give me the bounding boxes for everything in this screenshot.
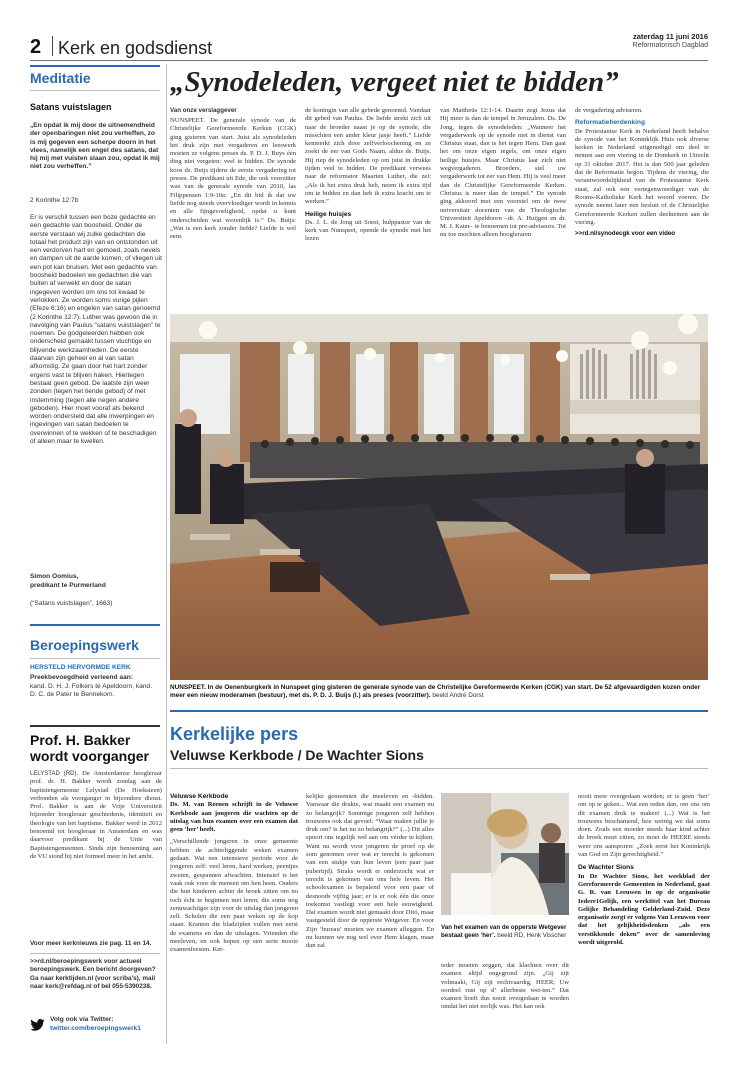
pers-col3	[441, 962, 569, 1038]
pers-col2-text: kelijke gemeenten die meeleven en -bidden. Vanwaar die drukte, wat maakt een examen nu zo belangrijk? Sommige jongeren zelf hebben trouwens ook dat gevoel: “Waar maken jullie je druk om? is het nu zo belangrijk?” (...) Dit alles spoort ons tegelijk wel aan om vérder te kijken. Want nu wordt voor jongeren de proef op de som genomen over wat er terecht is gekomen van een stukje van hun leven (een paar jaar pubertijd). Straks wordt er onderzocht wat er terecht is gekomen van ons hele leven. Het schoolexamen is bepalend voor een paar of desnoods vijftig jaar; er is er ook één die onze toekomst vastlegt voor een hele eeuwigheid. Dat examen wordt niet gemaakt door Ditó, maar vastgesteld door de opperste Wetgever. En voor Zijn ‘bureau’ moeten we examen afleggen. En nu kunnen we nog wel over Hem klagen, maar dan zal	[306, 793, 434, 950]
beroepingswerk-bar	[30, 624, 160, 626]
exam-caption-credit: beeld RD, Henk Visscher	[497, 932, 567, 939]
meditatie-ref: 2 Korinthe 12:7b	[30, 197, 79, 204]
pers-col2	[306, 793, 434, 1038]
synode-col3-text: van Mattheüs 12:1-14. Daarin zegt Jezus dat Hij meer is dan de tempel in Jeruzalem. Ds. De Jong, tegen de synodeleden: „Wanneer het vergaderwerk op de synode niet in dienst van Christus staat, dan is het tegen Hem. Dan gaat het om onze eigen regels, om onze eigen heilige huisjes. Maar Christus laat zich niet wegvergaderen. Broeders, stel uw vergaderwerk tot eer van Hem. Hij is veel meer dan de Christelijke Gereformeerde Kerken. Christus is meer dan de tempel.” De synode ging akkoord met een voorstel om de twee universitair docenten van de Theologische Universiteit Apeldoorn –dr. A. Huijgen en dr. M. J. Kater– te benoemen tot pre-adviseurs. Tot nu toe mochten alleen hoogleraren	[440, 107, 566, 239]
meditatie-author-role: predikant te Purmerland	[30, 582, 106, 589]
header-rule	[30, 60, 708, 61]
exam-photo-caption	[441, 924, 569, 940]
synode-col1-text: NUNSPEET. De generale synode van de Christelijke Gereformeerde Kerken (CGK) ging gisteren van start. Juist als synodeleden het druk zijn met vergaderen en leeswerk moeten ze volgens preses ds. P. D. J. Buys één ding niet vergeten: veel te bidden. De synode koos ds. Buijs tijdens de eerste vergadering tot preses. De predikant uit Ede, die ook voorzitter was van de generale synode van 2010, las Filippenzen 1:9-10a: „En dit bid ik dat uw liefde nog steeds overvloediger wordt in kennis en alle fijngevoeligheid, opdat u kunt onderscheiden wat wezenlijk is.” Ds. Buijs: „Wat is een kerk zonder liefde? Liefde is wel eens	[170, 117, 296, 241]
bakker-body	[30, 770, 162, 920]
exam-photo-illustration	[441, 793, 569, 915]
bakker-title: Prof. H. Bakker wordt voorganger	[30, 732, 150, 764]
beroepingswerk-label-rule	[30, 658, 160, 659]
synode-caption-text: NUNSPEET. In de Oenenburgkerk in Nunspeet ging gisteren de generale synode van de Christelijke Gereformeerde Kerken (CGK) van start. De 52 afgevaardigden kozen onder meer een nieuw moderamen (bestuur), met ds. P. D. J. Buijs (l.) als preses (voorzitter).	[170, 684, 701, 699]
synode-col2b-text: Ds. J. L. de Jong uit Soest, hulppastor van de kerk van Nunspeet, opende de synode met het lezen	[305, 218, 431, 243]
beroepingswerk-church: HERSTELD HERVORMDE KERK	[30, 664, 131, 671]
meditatie-author: Simon Oomius,	[30, 573, 79, 580]
twitter-link[interactable]: twitter.com/beroepingswerk1	[50, 1025, 141, 1032]
synode-photo-illustration	[170, 314, 708, 680]
synode-col2-text: de koningin van alle gebede genoemd. Vandaar dit gebed van Paulus. De liefde strekt zich uit naar de broeder naast je op de synode, die misschien een ander kleur jasje heeft.” Liefde kenmerkt zich door zelfverloochening en ze zoekt de eer van Gods Naam, aldus ds. Buijs. Hij riep de synodeleden op om juist in drukke tijden veel te bidden. De predikant verwees naar de reformator Maarten Luther, die zei: „Als ik het extra druk heb, neem ik extra tijd om te bidden en dan heb ik extra kracht om te werken.”	[305, 107, 431, 206]
beroepingswerk-label: Beroepingswerk	[30, 637, 139, 653]
exam-caption-text: Van het examen van de opperste Wetgever bestaat geen ‘her’.	[441, 924, 567, 939]
section-title: Kerk en godsdienst	[58, 38, 213, 58]
pers-col1	[170, 793, 298, 1038]
pers-subtitle: Veluwse Kerkbode / De Wachter Sions	[170, 747, 424, 763]
meditatie-quote: „En opdat ik mij door de uitnemendheid der openbaringen niet zou verheffen, zo is mij gegeven een scherpe doorn in het vlees, namelijk een engel des satans, dat hij mij met vuisten slaan zou, opdat ik mij niet zou verheffen.”	[30, 122, 160, 171]
pers-col4-text: nooit meer overgedaan worden; er is geen ‘her’ om op te geken... Wat een reden dan, om ons om dit examen druk te maken! (...) Wat is het trouwens beschamend, hoe weinig we dat soms doen. Zoals een moeder steeds haar kind achter de broek moet zitten, zo moet de HEERE steeds weer ons aansporen: „Zoek eerst het Koninkrijk van God en Zijn gerechtigheid.”	[578, 793, 710, 859]
synode-caption-credit: beeld André Dorst	[432, 692, 484, 699]
bakker-text: De Amsterdamse hoogleraar prof. dr. H. Bakker wordt zondag aan de baptistengemeente Lelystad (De Hoeksteen) verbonden als voorganger in bijzondere dienst. Prof. Bakker is aan de Vrije Universiteit bijzonder hoogleraar geschiedenis, identiteit en theologie van het baptisme. Bakker werd in 2012 benoemd tot hoogleraar in Amsterdam en was daarvoor predikant bij de Unie van Baptistengemeenten. Sinds zijn benoeming aan de VU stond hij niet formeel meer in het ambt.	[30, 770, 162, 860]
synode-col2-subhead: Heilige huisjes	[305, 210, 352, 218]
synode-col2	[305, 107, 431, 309]
meditatie-bar	[30, 65, 160, 67]
exam-photo	[441, 793, 569, 915]
beroepingswerk-link[interactable]: >>rd.nl/beroepingswerk voor actueel beroepingswerk. Een bericht doorgeven? Ga naar kerktijden.nl (voor scriba’s), mail naar kerk@refdag.nl of bel 055-5390238.	[30, 958, 156, 990]
twitter-line1: Volg ook via Twitter:	[50, 1016, 114, 1023]
pers-label: Kerkelijke pers	[170, 724, 299, 744]
synode-col4-text: de vergadering adviseren.	[575, 107, 643, 114]
meditatie-title: Satans vuistslagen	[30, 102, 112, 112]
pers-col1-intro: Ds. M. van Reenen schrijft in de Veluwse Kerkbode aan jongeren die wachten op de uitslag van hun examen over een examen dat geen ‘her’ heeft.	[170, 801, 298, 834]
header-paper: Reformatorisch Dagblad	[632, 42, 708, 49]
page-number: 2	[30, 36, 42, 58]
pers-col1-head: Veluwse Kerkbode	[170, 793, 229, 800]
synode-col4b-text: De Protestantse Kerk in Nederland heeft behalve de synode van het Koninklijk Huis ook diverse kerken in Nederland uitgenodigd om deel te nemen aan een viering in de Domkerk in Utrecht op 31 oktober 2017. Het is dan 500 jaar geleden dat de Reformatie begon. Tijdens de viering, die verantwoordelijkheid van de Protestantse Kerk staat, zal ook een vertegenwoordiger van de Rooms-Katholieke Kerk het woord voeren. De synode neemt later een besluit of de Christelijke Gereformeerde Kerken zullen deelnemen aan de viering.	[575, 127, 709, 226]
links-rule	[30, 953, 160, 954]
bakker-bar	[30, 725, 160, 727]
beroepingswerk-subhead: Preekbevoegdheid verleend aan:	[30, 674, 133, 681]
twitter-icon[interactable]	[30, 1018, 45, 1030]
synode-video-link[interactable]: >>rd.nl/synodecgk voor een video	[575, 230, 676, 238]
meditatie-label-rule	[30, 90, 160, 91]
pers-col4-head: De Wachter Sions	[578, 864, 634, 872]
pers-rule	[170, 768, 708, 769]
meditatie-source: (“Satans vuistslagen”, 1663)	[30, 600, 113, 607]
synode-col4	[575, 107, 709, 309]
more-news-link[interactable]: Voor meer kerknieuws zie pag. 11 en 14.	[30, 940, 152, 947]
header-date: zaterdag 11 juni 2016	[632, 32, 708, 41]
synode-col3	[440, 107, 566, 309]
synode-byline: Van onze verslaggever	[170, 107, 237, 114]
sidebar-divider	[166, 64, 167, 1044]
beroepingswerk-text: kand. D. H. J. Folkers te Apeldoorn, kand. D. C. de Pater te Bennekom.	[30, 683, 153, 699]
synode-photo	[170, 314, 708, 680]
bakker-dateline: LELYSTAD (RD).	[30, 771, 79, 777]
pers-bar	[170, 710, 708, 712]
pers-col3-text: ieder moeten zeggen, dat klachten over dit examen altijd ongegrond zijn. „Gij zijt volmaakt, Gij zijt rechtvaardig, HEER; Uw oordeel rust op d’ allerbeste wet-ten.” Dat examen hoeft dus nooit overgedaan te worden omdat het niet eerlijk was. Het kan ook	[441, 962, 569, 1011]
meditatie-body: Er is verschil tussen een boze gedachte en een gedachte van boosheid. Onder de eerste verstaan wij zulke gedachten die totaal het product zijn van en ontstonden uit een verdorven hart en gemoed, zoals nevels en dampen uit de aarde komen, of vliegen uit een pot kan bruisen. Met een gedachte van boosheid bedoelen we gedachten die van buiten af verwekt en door de satan ingegeven worden om ons tot kwaad te verlokken. Ze worden soms vurige pijlen (Efeze 6:16) en engelen van satan genoemd (2 Korinthe 12:7). Luther was gewoon die in navolging van Paulus “satans vuistslagen” te noemen. De godgeleerden hebben ook onderscheid gemaakt tussen vluchtige en blijvende werkzaamheden. De eerste daarvan zijn geheel en al van satan afkomstig. Ze gaan door het hart zonder ergens vast te blijven haken. Hiertegen bestaat geen gebod. De laatste zijn weer zonden (tegen het tiende gebod) óf met instemming (tegen alle negen andere geboden). Hier moet vooraf als bekend worden ondersteld dat alle inwerpingen en ingevingen van satan bedoelen te overwinnen of te wekken of te beschadigen of alleen maar te kwellen.	[30, 214, 162, 446]
pers-col4b-text: In De Wachter Sions, het weekblad der Gereformeerde Gemeenten in Nederland, gaat G. R. van Leeuwen in op de organisatie Iedere1Gelijk, een werktitel van het Bureau Gelijke Behandeling Gelderland-Zuid. Deze organisatie zorgt er volgens Van Leeuwen voor dat het gelijkheidsdenken „als een verstikkende deken” over de samenleving wordt uitgerold.	[578, 872, 710, 947]
pers-col1-text: „Verschillende jongeren in onze gemeente hebben de achterliggende weken examen gedaan. Wat een intensieve periode voor de jongeren zelf: veel leren, hard werken, peentjes zweten, gespannen afwachten. Intensief is het vaak ook voor de mensen om hen heen. Ouders die hun kinderen achter de broek zitten om nu toch écht te beginnen met leren; die soms nog zenuwachtiger zijn voor de uitslag dan jongeren zelf. Scholen die een paar weken op de kop staan. Kranten die bladzijden vullen met eerst de examens en dan de uitslagen. Vrienden die meeleven, en ook hopen op een serie mooie examenfeesten. Ker-	[170, 838, 298, 954]
synode-photo-caption	[170, 684, 710, 700]
meditatie-label: Meditatie	[30, 70, 91, 86]
synode-col4-subhead: Reformatieherdenking	[575, 119, 645, 127]
header-divider	[52, 36, 53, 56]
synode-headline: „Synodeleden, vergeet niet te bidden”	[170, 66, 619, 98]
synode-col1	[170, 117, 296, 309]
pers-col4	[578, 793, 710, 1038]
